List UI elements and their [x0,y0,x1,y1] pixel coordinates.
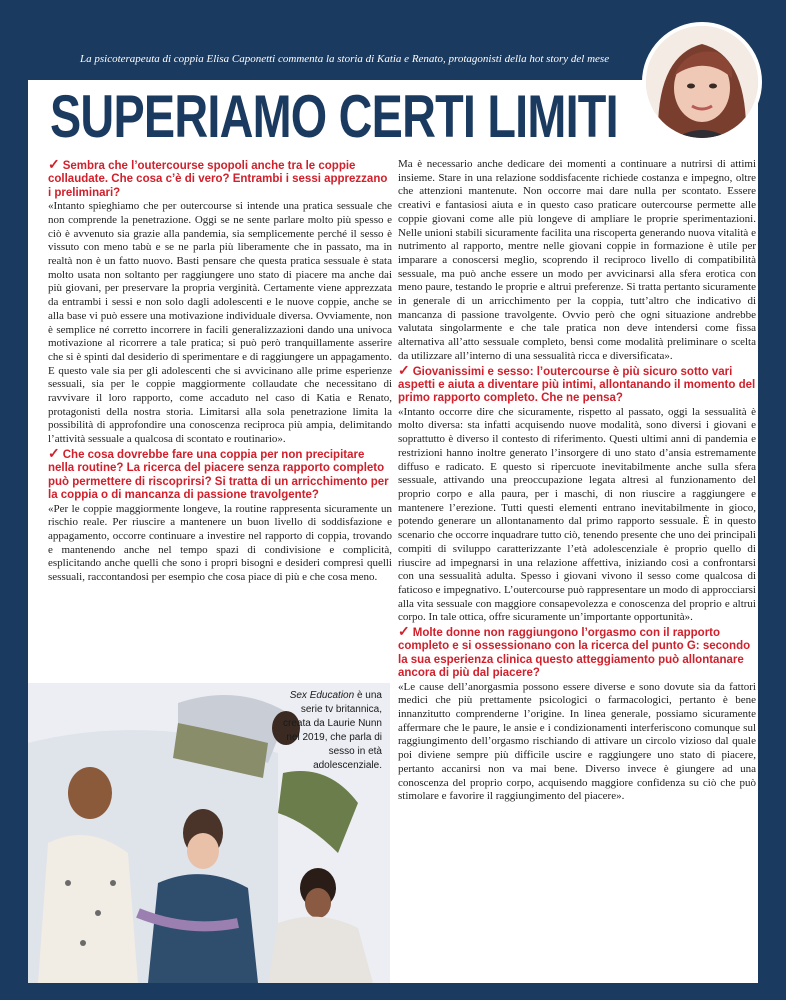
portrait-illustration [646,26,758,138]
answer-3: «Intanto occorre dire che sicuramente, rispetto al passato, oggi la sessualità è molto diversa: sta infatti acquisendo nuove modalità, sono diversi i giovani e soprattutto è diverso il contesto di riferimento. Questi ultimi anni di pandemia e restrizioni hanno inoltre generato l’insorgere di uno stato d’ansia estremamente diffuso e radicato. E questo si ripercuote inevitabilmente anche sulla sfera sessuale, attivando una preoccupazione legata altresì al funzionamento del proprio corpo e alla paura, per i maschi, di non riuscire a raggiungere e mantenere l’erezione. Tutti questi elementi entrano inevitabilmente in gioco, potendo generare un allontanamento dal primo rapporto sessuale. È in questo scenario che occorre inquadrare tutto ciò, tenendo presente che uno dei principali compiti di sviluppo caratterizzante l’età adolescenziale è proprio quello di riuscire ad impegnarsi in una relazione affettiva, iniziando così a confrontarsi con una sessualità adulta. Spesso i giovani vivono il sesso come qualcosa di faticoso e impegnativo. L’outercourse può rappresentare un modo di approcciarsi alla vita sessuale con maggiore consapevolezza e conoscenza del proprio e altrui corpo. In tale ottica, offre sicuramente un’importante opportunità». [398,405,756,624]
kicker-text: La psicoterapeuta di coppia Elisa Caponetti commenta la storia di Katia e Renato, protagonisti della hot story del mese [80,53,610,65]
question-3 [398,361,756,406]
article-body [28,80,758,983]
article-title: SUPERIAMO CERTI LIMITI [50,83,618,150]
column-left [48,158,392,585]
check-icon: ✓ [398,623,410,640]
answer-4: «Le cause dell’anorgasmia possono essere diverse e sono dovute sia da fattori medici che più prettamente psicologici o farmacologici, pertanto è bene innanzitutto comprenderne l’origine. In linea generale, possiamo sicuramente affermare che le paure, le ansie e i condizionamenti interferiscono comunque sul raggiungimento dell’orgasmo rischiando di attivare un circolo vizioso dal quale poi diviene sempre più difficile uscire e raggiungere uno stato di piacere, pertanto accanirsi non va mai bene. Diverso invece è giungere ad una conoscenza del proprio corpo, acquisendo maggiore confidenza su ciò che può stimolare e favorire il raggiungimento del piacere». [398,680,756,803]
question-1-text: Sembra che l’outercourse spopoli anche tra le coppie collaudate. Che cosa c’è di vero? Entrambi i sessi apprezzano i preliminari? [48,160,388,199]
answer-2: «Per le coppie maggiormente longeve, la routine rappresenta sicuramente un rischio reale. Per riuscire a mantenere un buon livello di soddisfazione e appagamento, occorre continuare a investire nel rapporto di coppia, trovando e mantenendo anche nel tempo spazi di condivisione e complicità, esplicitando anche quelli che sono i propri bisogni e desideri compresi quelli sessuali, raccontandosi per esempio che cosa piace di più e che cosa meno. [48,502,392,584]
check-icon: ✓ [48,156,60,172]
column-right [398,158,756,804]
answer-2-continued: Ma è necessario anche dedicare dei momenti a continuare a nutrirsi di attimi insieme. Stare in una relazione soddisfacente richiede costanza e impegno, oltre che attenzioni mantenute. Non occorre mai dare nulla per scontato. Essere creativi e fantasiosi aiuta e in questo caso praticare outercourse permette alle coppie giovani come alle più longeve di ampliare le proprie sperimentazioni. Nelle unioni stabili sicuramente facilita una riscoperta generando nuova vitalità e nutrimento al rapporto, mentre nelle giovani coppie in formazione è utile per imparare a conoscersi meglio, scoprendo il reciproco livello di compatibilità sessuale, ma può anche essere un modo per avvicinarsi alla sfera erotica con meno paure, testando le proprie e altrui preferenze. Si tratta pertanto sicuramente in generale di un arricchimento per la coppia, tutt’altro che indicativo di mancanza di passione travolgente. Ovvio però che ogni situazione andrebbe valutata singolarmente e che tale pratica non deve intendersi come fissa alternativa all’atto sessuale completo, bensì come modalità preliminare o scelta da utilizzare all’interno di una sessualità ricca e diversificata». [398,158,756,362]
answer-1: «Intanto spieghiamo che per outercourse si intende una pratica sessuale che non comprende la penetrazione. Oggi se ne sente parlare molto più spesso e ciò è avvenuto sia grazie alla pandemia, sia semplicemente perché il sesso è vissuto con meno tabù e se ne parla più liberamente che in passato, ma in realtà non è un fatto nuovo. Basti pensare che questa pratica sessuale è stata molto usata non soltanto per raggiungere uno stato di piacere ma anche dai più giovani, per preservare la propria verginità. Certamente viene apprezzata da entrambi i sessi e non solo dagli adolescenti e le nuove coppie, anche se alla base vi può essere una motivazione individuale diversa. Ovviamente, non è semplice né corretto incorrere in facili generalizzazioni dando una univoca motivazione al ricorrere a tale pratica; si può però tranquillamente asserire che si è spinti dal desiderio di sperimentare e di raggiungere un appagamento. E questo vale sia per gli adolescenti che si avvicinano alle prime esperienze sessuali, sia per le coppie maggiormente collaudate che necessitano di ravvivare il loro rapporto, come accaduto nel caso di Katia e Renato, protagonisti della nostra storia. Limitarsi alla sola penetrazione limita la possibilità di approfondire una conoscenza reciproca più ampia, delimitando l’attività sessuale a qualcosa di scontato e routinario». [48,200,392,446]
question-4 [398,625,756,681]
photo-caption [280,689,382,773]
caption-show-title: Sex Education [289,690,355,701]
tv-series-photo [28,683,390,983]
question-4-text: Molte donne non raggiungono l’orgasmo con il rapporto completo e si ossessionano con la ricerca del punto G: secondo la sua esperienza clinica questo atteggiamento può allontanare ancora di più dal piacere? [398,627,751,680]
check-icon: ✓ [398,361,410,378]
question-1 [48,158,392,200]
author-portrait [642,22,762,142]
question-2-text: Che cosa dovrebbe fare una coppia per non precipitare nella routine? La ricerca del piacere senza rapporto completo può permettere di riscoprirsi? Si tratta di un arricchimento per la coppia o di mancanza di passione travolgente? [48,448,389,502]
check-icon: ✓ [48,444,60,461]
question-2 [48,444,392,503]
caption-text: è una serie tv britannica, creata da Laurie Nunn nel 2019, che parla di sesso in età adolescenziale. [283,690,382,771]
question-3-text: Giovanissimi e sesso: l’outercourse è più sicuro sotto vari aspetti e aiuta a diventare più intimi, allontanando il momento del primo rapporto completo. Che ne pensa? [398,365,756,405]
